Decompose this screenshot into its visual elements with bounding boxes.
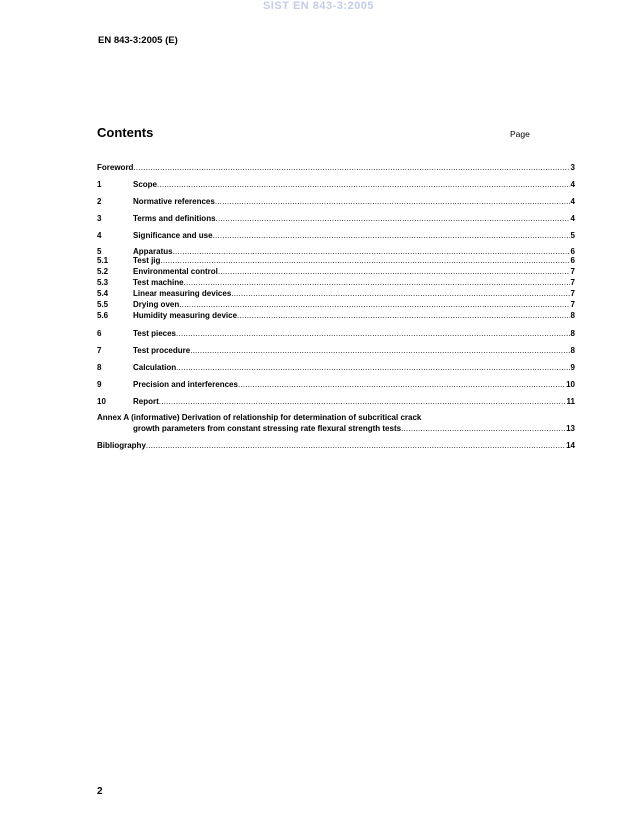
toc-page: 3 bbox=[570, 163, 575, 172]
leader-dots bbox=[213, 230, 570, 241]
toc-title: growth parameters from constant stressing rate flexural strength tests bbox=[133, 423, 402, 433]
toc-page: 8 bbox=[570, 328, 575, 338]
leader-dots bbox=[146, 440, 565, 451]
document-id: EN 843-3:2005 (E) bbox=[98, 35, 178, 46]
leader-dots bbox=[190, 345, 569, 356]
leader-dots bbox=[237, 312, 570, 320]
toc-number: 2 bbox=[97, 197, 102, 206]
toc-entry-5-3[interactable] bbox=[97, 279, 575, 287]
toc-entry-5-6[interactable] bbox=[97, 312, 575, 320]
toc-entry-3[interactable] bbox=[97, 213, 575, 224]
toc-title: Normative references bbox=[133, 197, 215, 206]
toc-page: 8 bbox=[570, 311, 575, 320]
leader-dots bbox=[401, 423, 565, 434]
toc-page: 7 bbox=[570, 278, 575, 287]
toc-number: 3 bbox=[97, 214, 102, 223]
leader-dots bbox=[176, 362, 569, 373]
leader-dots bbox=[133, 162, 569, 173]
page-title: Contents bbox=[97, 125, 154, 140]
toc-number: 5 bbox=[97, 247, 102, 256]
toc-title: Foreword bbox=[97, 163, 134, 172]
leader-dots bbox=[216, 213, 570, 224]
toc-page: 11 bbox=[566, 396, 575, 406]
toc-number: 5.5 bbox=[97, 300, 109, 309]
toc-number: 5.3 bbox=[97, 278, 109, 287]
toc-page: 7 bbox=[570, 267, 575, 276]
watermark: SIST EN 843-3:2005 bbox=[262, 0, 375, 12]
toc-entry-10[interactable] bbox=[97, 396, 575, 407]
toc-title: Humidity measuring device bbox=[133, 311, 238, 320]
leader-dots bbox=[215, 196, 570, 207]
toc-entry-1[interactable] bbox=[97, 179, 575, 190]
toc-entry-5-4[interactable] bbox=[97, 290, 575, 298]
toc-title: Significance and use bbox=[133, 231, 213, 240]
toc-title: Bibliography bbox=[97, 440, 146, 450]
leader-dots bbox=[159, 396, 566, 407]
toc-page: 14 bbox=[566, 440, 575, 450]
toc-title: Test procedure bbox=[133, 345, 191, 355]
toc-page: 10 bbox=[566, 379, 575, 389]
toc-title-continuation bbox=[97, 423, 575, 434]
toc-entry-6[interactable] bbox=[97, 328, 575, 339]
leader-dots bbox=[176, 328, 570, 339]
toc-title: Linear measuring devices bbox=[133, 289, 232, 298]
leader-dots bbox=[184, 279, 570, 287]
toc-page: 4 bbox=[570, 180, 575, 189]
toc-entry-annex-a[interactable] bbox=[97, 412, 575, 434]
toc-number: 7 bbox=[97, 345, 102, 355]
toc-page: 6 bbox=[570, 247, 575, 256]
toc-number: 10 bbox=[97, 396, 106, 406]
toc-title: Apparatus bbox=[133, 247, 173, 256]
toc-entry-9[interactable] bbox=[97, 379, 575, 390]
toc-number: 4 bbox=[97, 231, 102, 240]
toc-page: 7 bbox=[570, 300, 575, 309]
toc-entry-5-1[interactable] bbox=[97, 257, 575, 265]
toc-entry-4[interactable] bbox=[97, 230, 575, 241]
toc-entry-bibliography[interactable] bbox=[97, 440, 575, 451]
toc-title: Annex A (informative) Derivation of relationship for determination of subcritical crack bbox=[97, 412, 422, 422]
toc-page: 8 bbox=[570, 345, 575, 355]
toc-page: 4 bbox=[570, 214, 575, 223]
toc-entry-5-2[interactable] bbox=[97, 268, 575, 276]
toc-entry-5-5[interactable] bbox=[97, 301, 575, 309]
toc-page: 6 bbox=[570, 256, 575, 265]
toc-title: Calculation bbox=[133, 362, 177, 372]
leader-dots bbox=[157, 179, 570, 190]
toc-number: 5.4 bbox=[97, 289, 109, 298]
toc-number: 8 bbox=[97, 362, 102, 372]
toc-title: Test jig bbox=[133, 256, 161, 265]
leader-dots bbox=[218, 268, 570, 276]
toc-page: 7 bbox=[570, 289, 575, 298]
leader-dots bbox=[173, 247, 570, 257]
toc-title: Test pieces bbox=[133, 328, 176, 338]
toc-number: 1 bbox=[97, 180, 102, 189]
toc-number: 9 bbox=[97, 379, 102, 389]
leader-dots bbox=[179, 301, 569, 309]
toc-title: Precision and interferences bbox=[133, 379, 238, 389]
leader-dots bbox=[231, 290, 569, 298]
toc-number: 6 bbox=[97, 328, 102, 338]
toc-number: 5.1 bbox=[97, 256, 109, 265]
toc-title: Scope bbox=[133, 180, 158, 189]
toc-entry-foreword[interactable] bbox=[97, 162, 575, 173]
page-column-label: Page bbox=[510, 129, 530, 139]
toc-number: 5.2 bbox=[97, 267, 109, 276]
toc-title: Report bbox=[133, 396, 159, 406]
toc-title: Terms and definitions bbox=[133, 214, 216, 223]
toc-entry-2[interactable] bbox=[97, 196, 575, 207]
toc-page: 5 bbox=[570, 231, 575, 240]
toc-number: 5.6 bbox=[97, 311, 109, 320]
toc-entry-5[interactable] bbox=[97, 247, 575, 257]
toc-page: 13 bbox=[566, 423, 575, 433]
table-of-contents bbox=[97, 162, 575, 451]
toc-page: 9 bbox=[570, 362, 575, 372]
toc-title: Drying oven bbox=[133, 300, 180, 309]
toc-entry-8[interactable] bbox=[97, 362, 575, 373]
toc-entry-7[interactable] bbox=[97, 345, 575, 356]
toc-title: Environmental control bbox=[133, 267, 218, 276]
toc-page: 4 bbox=[570, 197, 575, 206]
toc-title: Test machine bbox=[133, 278, 184, 287]
page-number: 2 bbox=[97, 786, 103, 797]
leader-dots bbox=[160, 257, 569, 265]
leader-dots bbox=[238, 379, 565, 390]
